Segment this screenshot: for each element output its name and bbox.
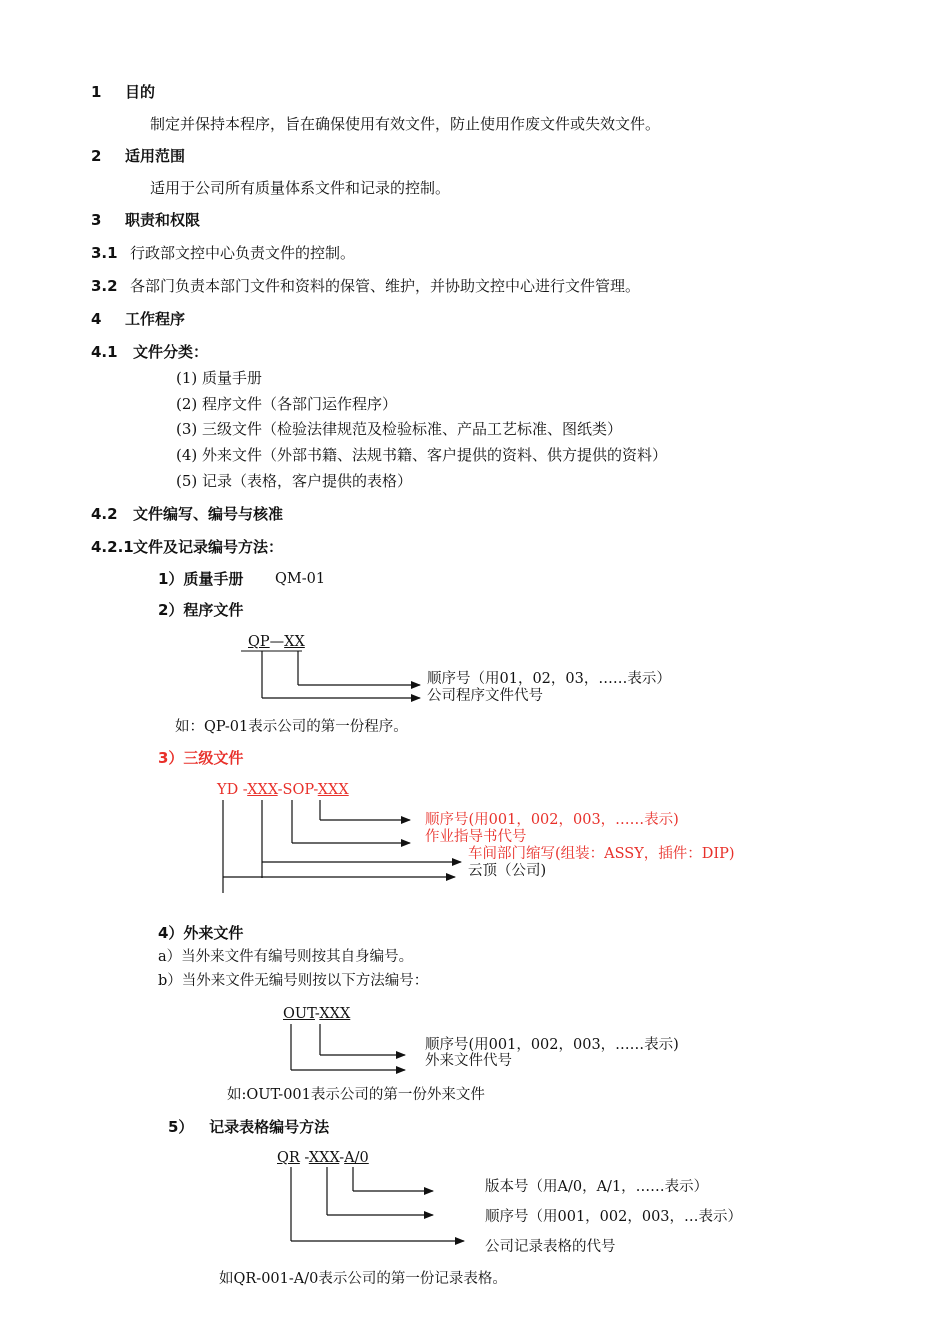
- section-4-2-1-number: 4.2.1: [91, 538, 134, 556]
- section-3-title: 职责和权限: [125, 211, 201, 229]
- section-1-title: 目的: [125, 83, 156, 101]
- section-4-number: 4: [91, 310, 102, 328]
- method-4-line-a: a）当外来文件有编号则按其自身编号。: [158, 949, 414, 965]
- method-4-example: 如:OUT-001表示公司的第一份外来文件: [227, 1087, 485, 1103]
- method-4-annotation-sequence: 顺序号(用001，002，003，……表示): [425, 1037, 679, 1053]
- code-part: -: [314, 1006, 320, 1022]
- code-part: -: [339, 1150, 345, 1166]
- section-3-2-text: 各部门负责本部门文件和资料的保管、维护，并协助文控中心进行文件管理。: [130, 277, 641, 295]
- section-3-number: 3: [91, 211, 102, 229]
- code-part: -SOP-: [277, 782, 318, 798]
- list-item: (3) 三级文件（检验法律规范及检验标准、产品工艺标准、图纸类）: [176, 420, 623, 438]
- code-part: OUT: [283, 1006, 315, 1022]
- code-part: —: [269, 634, 285, 650]
- code-part: XX: [284, 634, 305, 650]
- code-part: QP: [248, 634, 270, 650]
- list-item: (5) 记录（表格，客户提供的表格）: [176, 472, 413, 490]
- method-1-code: QM-01: [275, 571, 326, 587]
- method-5-annotation-sequence: 顺序号（用001，002，003，…表示）: [485, 1209, 743, 1225]
- section-1-number: 1: [91, 83, 102, 101]
- method-3-label: 3）三级文件: [158, 749, 244, 767]
- method-5-annotation-code: 公司记录表格的代号: [485, 1239, 616, 1255]
- section-4-2-number: 4.2: [91, 505, 118, 523]
- method-2-label: 2）程序文件: [158, 601, 244, 619]
- section-4-1-title: 文件分类：: [133, 343, 209, 361]
- method-3-annotation-sop: 作业指导书代号: [425, 829, 527, 845]
- code-part: XXX: [308, 1150, 340, 1166]
- section-4-1-number: 4.1: [91, 343, 118, 361]
- method-1-label: 1）质量手册: [158, 570, 244, 588]
- method-3-annotation-department: 车间部门缩写(组装：ASSY，插件：DIP): [468, 846, 735, 862]
- code-part: YD -: [217, 782, 248, 798]
- section-2-title: 适用范围: [125, 147, 186, 165]
- code-part: A/0: [344, 1150, 369, 1166]
- method-2-example: 如：QP-01表示公司的第一份程序。: [175, 719, 408, 735]
- code-part: QR: [277, 1150, 300, 1166]
- section-4-title: 工作程序: [125, 310, 186, 328]
- section-2-number: 2: [91, 147, 102, 165]
- section-1-body: 制定并保持本程序，旨在确保使用有效文件，防止使用作废文件或失效文件。: [150, 115, 661, 133]
- section-3-1-number: 3.1: [91, 244, 118, 262]
- code-part: XXX: [319, 1006, 351, 1022]
- code-part: XXX: [247, 782, 278, 798]
- method-2-annotation-code: 公司程序文件代号: [427, 688, 543, 704]
- method-5-annotation-version: 版本号（用A/0，A/1，……表示）: [485, 1179, 709, 1195]
- code-part: XXX: [317, 782, 349, 798]
- list-item: (2) 程序文件（各部门运作程序）: [176, 395, 398, 413]
- method-3-annotation-company: 云顶（公司): [468, 863, 547, 879]
- method-5-example: 如QR-001-A/0表示公司的第一份记录表格。: [219, 1271, 507, 1287]
- method-2-annotation-sequence: 顺序号（用01，02，03，……表示）: [427, 671, 671, 687]
- code-part: -: [299, 1150, 309, 1166]
- list-item: (4) 外来文件（外部书籍、法规书籍、客户提供的资料、供方提供的资料）: [176, 446, 668, 464]
- section-4-2-1-title: 文件及记录编号方法：: [133, 538, 284, 556]
- section-3-2-number: 3.2: [91, 277, 118, 295]
- method-4-label: 4）外来文件: [158, 924, 244, 942]
- section-2-body: 适用于公司所有质量体系文件和记录的控制。: [150, 179, 451, 197]
- section-3-1-text: 行政部文控中心负责文件的控制。: [130, 244, 356, 262]
- method-5-label: 5） 记录表格编号方法: [168, 1118, 330, 1136]
- section-4-2-title: 文件编写、编号与核准: [133, 505, 284, 523]
- method-4-annotation-code: 外来文件代号: [425, 1053, 512, 1069]
- method-4-line-b: b）当外来文件无编号则按以下方法编号：: [158, 973, 429, 989]
- list-item: (1) 质量手册: [176, 369, 263, 387]
- method-3-annotation-sequence: 顺序号(用001，002，003，……表示): [425, 812, 679, 828]
